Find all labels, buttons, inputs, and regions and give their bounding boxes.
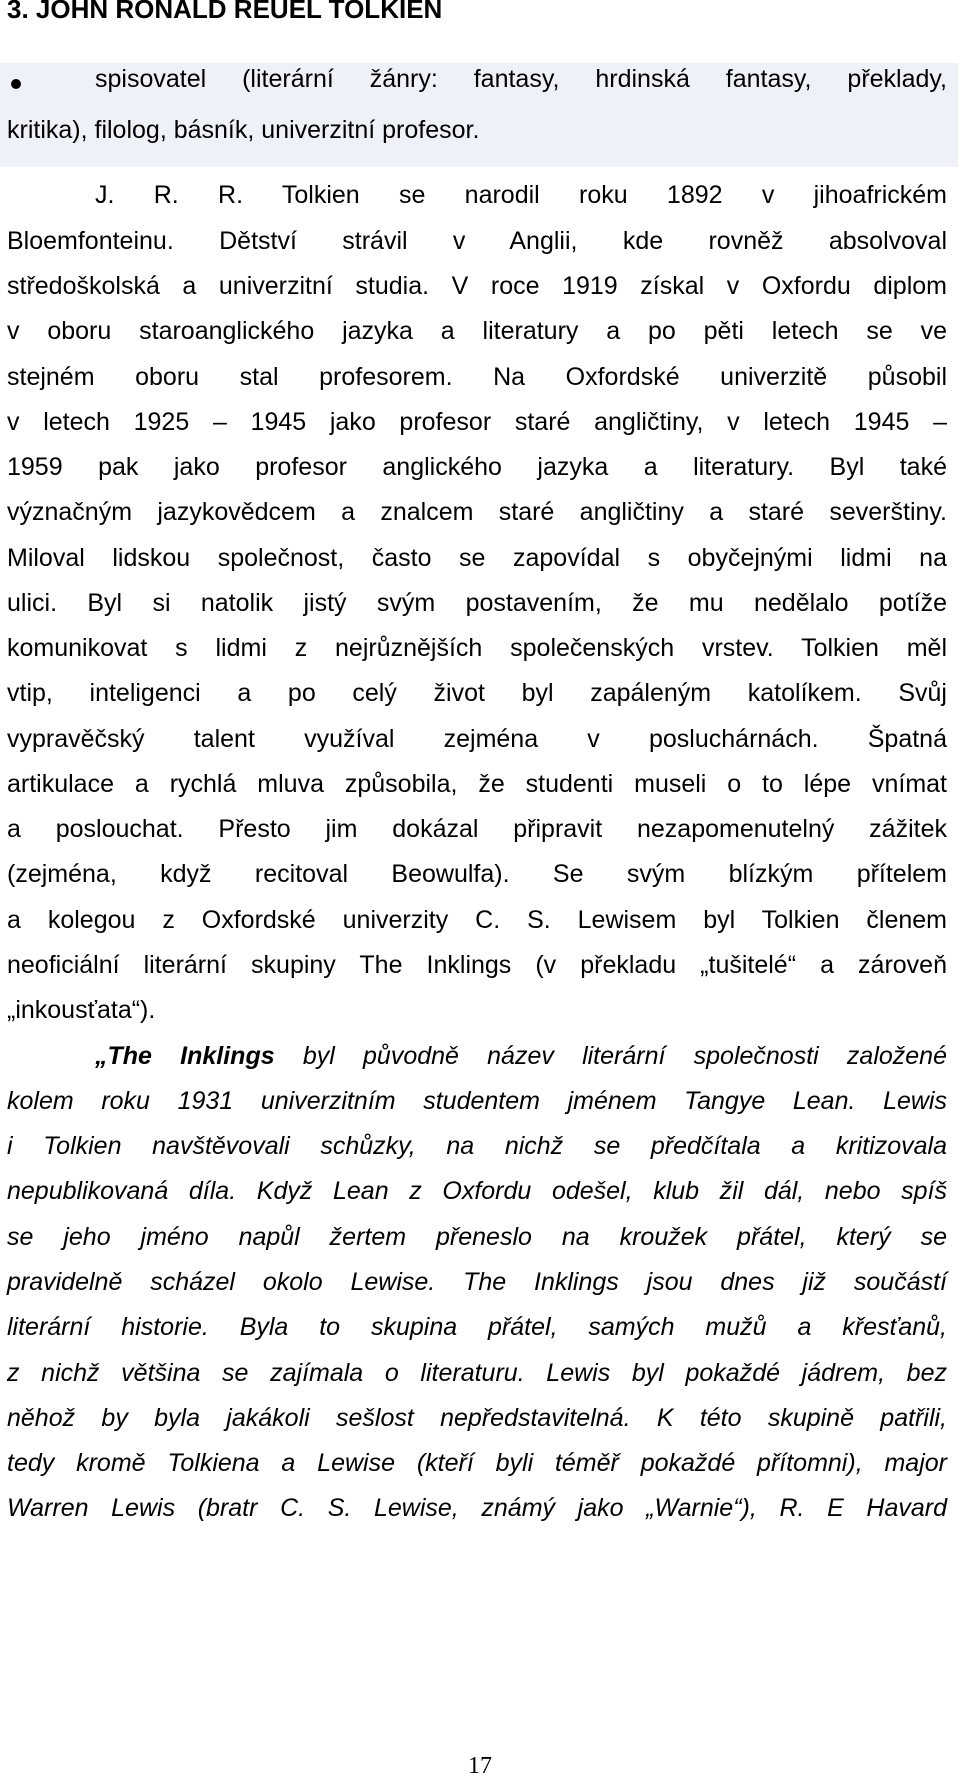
paragraph-line: literární historie. Byla to skupina přátel, samých mužů a křesťanů, <box>7 1313 947 1341</box>
paragraph-line: se jeho jméno napůl žertem přeneslo na kroužek přátel, který se <box>7 1223 947 1251</box>
bullet-icon <box>11 79 21 89</box>
chapter-heading: 3. JOHN RONALD REUEL TOLKIEN <box>7 0 443 24</box>
paragraph-line: něhož by byla jakákoli sešlost nepředstavitelná. K této skupině patřili, <box>7 1404 947 1432</box>
paragraph-line: tedy kromě Tolkiena a Lewise (kteří byli téměř pokaždé přítomni), major <box>7 1449 947 1477</box>
paragraph-line: vtip, inteligenci a po celý život byl zapáleným katolíkem. Svůj <box>7 679 947 707</box>
paragraph-line: stejném oboru stal profesorem. Na Oxfordské univerzitě působil <box>7 363 947 391</box>
paragraph-line: a poslouchat. Přesto jim dokázal připravit nezapomenutelný zážitek <box>7 815 947 843</box>
paragraph-line: v oboru staroanglického jazyka a literatury a po pěti letech se ve <box>7 317 947 345</box>
paragraph-line: vypravěčský talent využíval zejména v posluchárnách. Špatná <box>7 725 947 753</box>
inklings-term: „The Inklings <box>95 1042 275 1070</box>
paragraph-line: pravidelně scházel okolo Lewise. The Inklings jsou dnes již součástí <box>7 1268 947 1296</box>
paragraph-line: 1959 pak jako profesor anglického jazyka a literatury. Byl také <box>7 453 947 481</box>
paragraph-line: ulici. Byl si natolik jistý svým postavením, že mu nedělalo potíže <box>7 589 947 617</box>
paragraph-line: v letech 1925 – 1945 jako profesor staré angličtiny, v letech 1945 – <box>7 408 947 436</box>
paragraph-line <box>95 1041 947 1071</box>
paragraph-line: artikulace a rychlá mluva způsobila, že studenti museli o to lépe vnímat <box>7 770 947 798</box>
paragraph-line: středoškolská a univerzitní studia. V roce 1919 získal v Oxfordu diplom <box>7 272 947 300</box>
paragraph-line-rest: byl původně název literární společnosti založené <box>274 1042 947 1070</box>
paragraph-line: neoficiální literární skupiny The Inklings (v překladu „tušitelé“ a zároveň <box>7 951 947 979</box>
paragraph-line: (zejména, když recitoval Beowulfa). Se svým blízkým přítelem <box>7 860 947 888</box>
paragraph-line: Bloemfonteinu. Dětství strávil v Anglii, kde rovněž absolvoval <box>7 227 947 255</box>
paragraph-line: komunikovat s lidmi z nejrůznějších společenských vrstev. Tolkien měl <box>7 634 947 662</box>
paragraph-line: z nichž většina se zajímala o literaturu. Lewis byl pokaždé jádrem, bez <box>7 1359 947 1387</box>
paragraph-line: nepublikovaná díla. Když Lean z Oxfordu odešel, klub žil dál, nebo spíš <box>7 1177 947 1205</box>
paragraph-line: kolem roku 1931 univerzitním studentem jménem Tangye Lean. Lewis <box>7 1087 947 1115</box>
bullet-text-line: kritika), filolog, básník, univerzitní profesor. <box>7 116 480 144</box>
paragraph-line: „inkousťata“). <box>7 996 156 1024</box>
paragraph-line: Miloval lidskou společnost, často se zapovídal s obyčejnými lidmi na <box>7 544 947 572</box>
paragraph-line: význačným jazykovědcem a znalcem staré angličtiny a staré severštiny. <box>7 498 947 526</box>
paragraph-line: a kolegou z Oxfordské univerzity C. S. Lewisem byl Tolkien členem <box>7 906 947 934</box>
page-number: 17 <box>468 1753 492 1779</box>
bullet-text-line: spisovatel (literární žánry: fantasy, hrdinská fantasy, překlady, <box>95 65 947 93</box>
paragraph-line: J. R. R. Tolkien se narodil roku 1892 v jihoafrickém <box>95 181 947 209</box>
paragraph-line: Warren Lewis (bratr C. S. Lewise, známý jako „Warnie“), R. E Havard <box>7 1494 947 1522</box>
paragraph-line: i Tolkien navštěvovali schůzky, na nichž se předčítala a kritizovala <box>7 1132 947 1160</box>
